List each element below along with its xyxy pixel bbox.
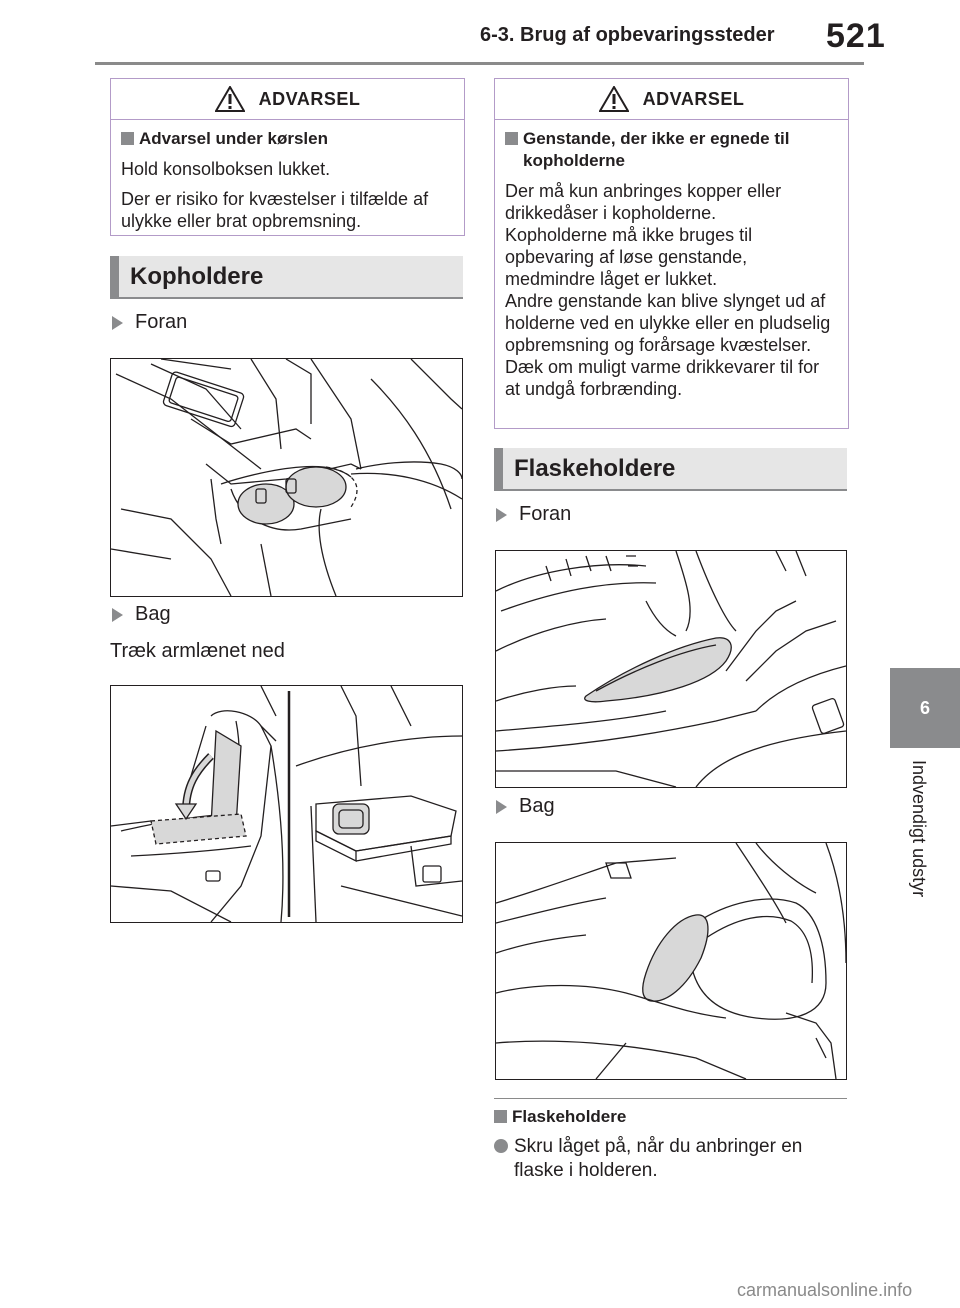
figure-rear-bottleholder [495,842,847,1080]
section-heading-cupholders: Kopholdere [110,256,463,299]
warning-triangle-icon [215,86,245,112]
warning-label: ADVARSEL [258,88,361,109]
instruction-text: Træk armlænet ned [110,640,285,662]
square-bullet-icon [494,1110,507,1123]
page-number: 521 [826,17,886,55]
warning-subheading: Genstande, der ikke er egnede til kopholderne [505,128,838,172]
section-title: 6-3. Brug af opbevaringssteder [480,24,775,46]
header-rule [95,62,864,65]
armrest-rear-illustration [111,686,462,922]
warning-label: ADVARSEL [642,88,745,109]
warning-text: Der er risiko for kvæstelser i tilfælde af ulykke eller brat opbremsning. [121,189,429,231]
warning-triangle-icon [599,86,629,112]
subsection-front: Foran [112,311,187,334]
warning-text: Kopholderne må ikke bruges til opbevaring af løse genstande, medmindre låget er lukket. [505,225,753,289]
warning-box-console [110,78,465,236]
section-heading-bottleholders: Flaskeholdere [494,448,847,491]
warning-subheading: Advarsel under kørslen [121,128,454,150]
warning-header [495,79,848,120]
square-bullet-icon [121,132,134,145]
subsection-front: Foran [496,503,571,526]
warning-header [111,79,464,120]
figure-front-bottleholder [495,550,847,788]
chapter-number: 6 [919,697,930,718]
bottleholder-rear-illustration [496,843,846,1079]
chapter-tab [890,668,960,748]
chapter-label [907,760,929,960]
watermark: carmanualsonline.info [737,1280,913,1300]
warning-text: Hold konsolboksen lukket. [121,159,331,179]
figure-front-cupholders [110,358,463,597]
cupholder-front-illustration [111,359,462,596]
subsection-rear: Bag [112,603,171,626]
warning-box-cupholders [494,78,849,429]
triangle-bullet-icon [112,608,123,622]
warning-text: Andre genstande kan blive slynget ud af holderne ved en ulykke eller en pludselig opbremsning og forårsage kvæstelser. Dæk om muligt varme drikkevarer til for at undgå forbrænding. [505,291,831,399]
bottleholder-front-illustration [496,551,846,787]
circle-bullet-icon [494,1139,508,1153]
subsection-rear: Bag [496,795,555,818]
figure-rear-armrest [110,685,463,923]
note-item: Skru låget på, når du anbringer en flaske i holderen. [494,1135,854,1183]
triangle-bullet-icon [112,316,123,330]
chapter-title: Indvendigt udstyr [909,760,929,898]
note-rule [494,1098,847,1099]
square-bullet-icon [505,132,518,145]
note-heading: Flaskeholdere [494,1106,626,1128]
triangle-bullet-icon [496,508,507,522]
triangle-bullet-icon [496,800,507,814]
warning-text: Der må kun anbringes kopper eller drikkedåser i kopholderne. [505,181,782,223]
